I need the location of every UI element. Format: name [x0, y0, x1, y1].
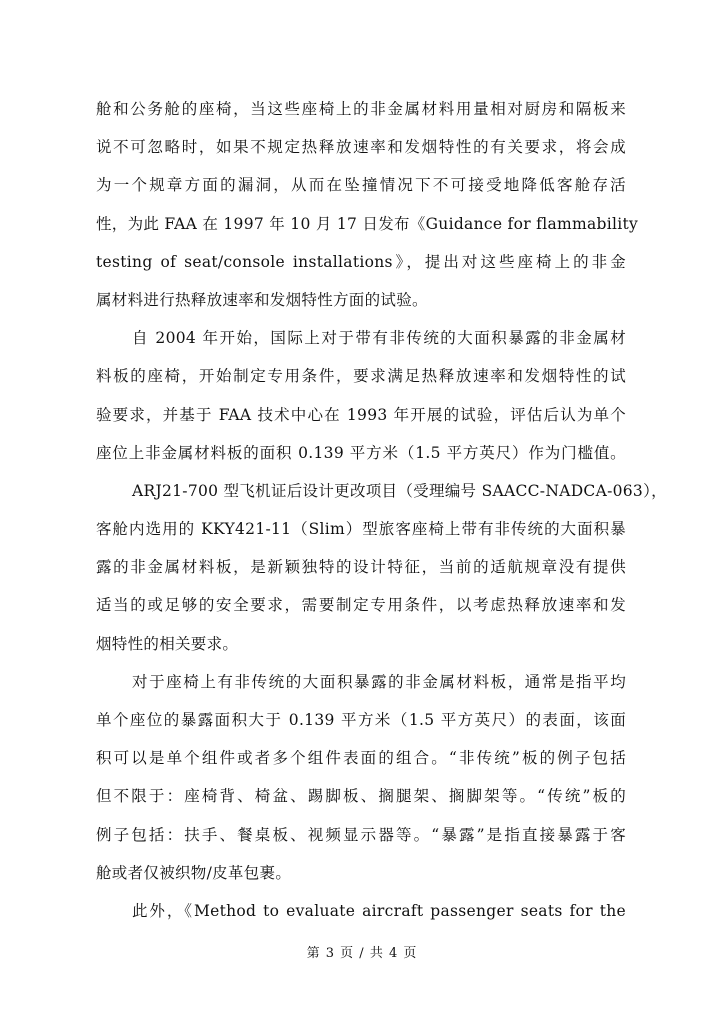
- text-line: 例子包括：扶手、餐桌板、视频显示器等。“暴露”是指直接暴露于客: [96, 825, 626, 844]
- document-body: [96, 90, 667, 930]
- text-line: 对于座椅上有非传统的大面积暴露的非金属材料板，通常是指平均: [132, 672, 626, 691]
- paragraph-2: [96, 319, 626, 472]
- text-line: ARJ21-700 型飞机证后设计更改项目（受理编号 SAACC-NADCA-063），: [132, 481, 667, 500]
- text-line: 料板的座椅，开始制定专用条件，要求满足热释放速率和发烟特性的试: [96, 367, 626, 386]
- text-line: 说不可忽略时，如果不规定热释放速率和发烟特性的有关要求，将会成: [96, 138, 626, 157]
- text-line: 但不限于：座椅背、椅盆、踢脚板、搁腿架、搁脚架等。“传统”板的: [96, 787, 626, 806]
- text-line: 验要求，并基于 FAA 技术中心在 1993 年开展的试验，评估后认为单个: [96, 405, 626, 424]
- text-line: 单个座位的暴露面积大于 0.139 平方米（1.5 平方英尺）的表面，该面: [96, 711, 626, 729]
- paragraph-1: [96, 90, 639, 319]
- text-line: 烟特性的相关要求。: [96, 634, 239, 653]
- paragraph-5: [96, 892, 626, 930]
- text-line: 舱或者仅被织物/皮革包裹。: [96, 863, 292, 882]
- text-line: 自 2004 年开始，国际上对于带有非传统的大面积暴露的非金属材: [132, 329, 626, 348]
- text-line: 适当的或足够的安全要求，需要制定专用条件，以考虑热释放速率和发: [96, 596, 626, 615]
- text-line: 舱和公务舱的座椅，当这些座椅上的非金属材料用量相对厨房和隔板来: [96, 100, 626, 118]
- text-line: 积可以是单个组件或者多个组件表面的组合。“非传统”板的例子包括: [96, 749, 626, 768]
- text-line: 座位上非金属材料板的面积 0.139 平方米（1.5 平方英尺）作为门槛值。: [96, 443, 626, 462]
- text-line: 为一个规章方面的漏洞，从而在坠撞情况下不可接受地降低客舱存活: [96, 176, 626, 195]
- page-number-footer: 第 3 页 / 共 4 页: [306, 946, 418, 961]
- paragraph-3: [96, 472, 667, 663]
- text-line: 客舱内选用的 KKY421-11（Slim）型旅客座椅上带有非传统的大面积暴: [96, 520, 626, 539]
- text-line: 露的非金属材料板，是新颖独特的设计特征，当前的适航规章没有提供: [96, 558, 626, 577]
- text-line: 属材料进行热释放速率和发烟特性方面的试验。: [96, 290, 428, 309]
- text-line: 此外，《Method to evaluate aircraft passenger seats for the: [132, 901, 626, 920]
- text-line: 性，为此 FAA 在 1997 年 10 月 17 日发布《Guidance for flammability: [96, 214, 639, 233]
- paragraph-4: [96, 663, 626, 892]
- text-line: testing of seat/console installations》，提出对这些座椅上的非金: [96, 252, 626, 271]
